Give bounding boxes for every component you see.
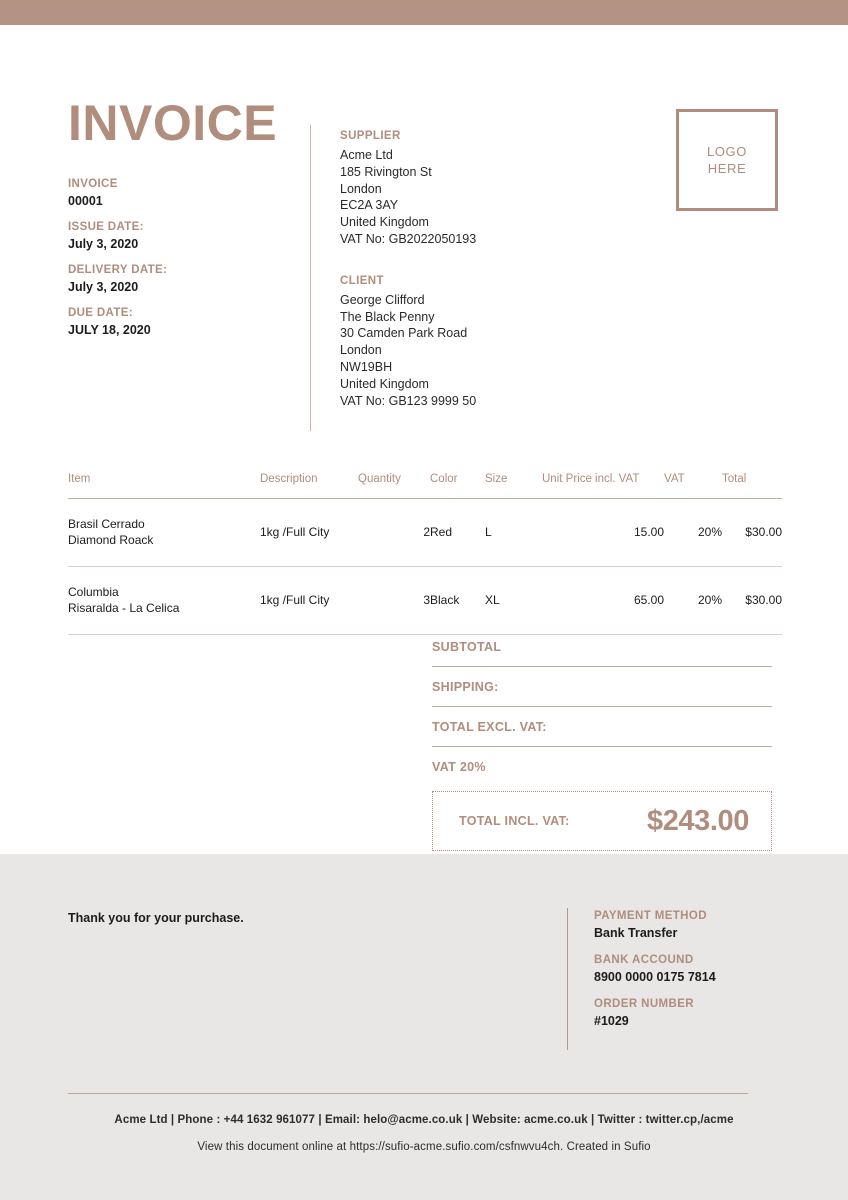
totals-label-shipping: SHIPPING: — [432, 679, 499, 694]
client-line: The Black Penny — [340, 309, 435, 324]
supplier-line: Acme Ltd — [340, 148, 393, 162]
cell-unit-price: 15.00 — [542, 499, 664, 567]
line-items-section — [68, 473, 782, 635]
supplier-line: United Kingdom — [340, 215, 429, 230]
column-header-total: Total — [722, 473, 782, 499]
cell-item — [68, 567, 260, 635]
item-name-line1: Columbia — [68, 585, 119, 599]
item-name-line1: Brasil Cerrado — [68, 517, 145, 531]
meta-value-due-date: JULY 18, 2020 — [68, 323, 151, 337]
order-number-value: #1029 — [594, 1014, 629, 1028]
meta-label-issue-date: ISSUE DATE: — [68, 221, 144, 233]
cell-total: $30.00 — [722, 567, 782, 635]
column-header-item: Item — [68, 473, 260, 499]
bank-account-value: 8900 0000 0175 7814 — [594, 970, 716, 984]
totals-row-total-excl-vat — [432, 707, 772, 747]
column-header-size: Size — [485, 473, 542, 499]
supplier-line: London — [340, 181, 382, 196]
cell-quantity: 2 — [358, 499, 430, 567]
column-header-description: Description — [260, 473, 358, 499]
parties-spacer — [340, 248, 630, 275]
cell-item — [68, 499, 260, 567]
bank-account-label: BANK ACCOUND — [594, 954, 694, 966]
logo-placeholder-line1: LOGO — [707, 144, 747, 159]
client-line: George Clifford — [340, 292, 425, 307]
cell-description: 1kg /Full City — [260, 567, 358, 635]
cell-color: Black — [430, 567, 485, 635]
meta-value-invoice: 00001 — [68, 194, 103, 208]
totals-label-vat: VAT 20% — [432, 760, 486, 774]
totals-section — [432, 627, 772, 851]
meta-label-due-date: DUE DATE: — [68, 307, 133, 319]
cell-vat: 20% — [664, 499, 722, 567]
column-header-unit-price: Unit Price incl. VAT — [542, 473, 664, 499]
payment-details-block — [594, 910, 804, 1028]
table-header-row — [68, 473, 782, 499]
cell-total: $30.00 — [722, 499, 782, 567]
cell-size: L — [485, 499, 542, 567]
item-name-line2: Diamond Roack — [68, 532, 154, 547]
payment-vertical-divider — [567, 908, 568, 1050]
payment-method-value: Bank Transfer — [594, 926, 678, 940]
meta-value-issue-date: July 3, 2020 — [68, 237, 139, 251]
cell-size: XL — [485, 567, 542, 635]
table-row — [68, 567, 782, 635]
totals-row-subtotal — [432, 627, 772, 667]
table-row — [68, 499, 782, 567]
column-header-quantity: Quantity — [358, 473, 430, 499]
invoice-meta-block — [68, 178, 283, 337]
supplier-vat-line: VAT No: GB2022050193 — [340, 231, 477, 246]
grand-total-box — [432, 791, 772, 851]
column-header-color: Color — [430, 473, 485, 499]
meta-value-delivery-date: July 3, 2020 — [68, 280, 139, 294]
cell-vat: 20% — [664, 567, 722, 635]
line-items-table — [68, 473, 782, 635]
invoice-page — [0, 25, 848, 854]
cell-color: Red — [430, 499, 485, 567]
client-line: London — [340, 343, 382, 358]
logo-placeholder-line2: HERE — [707, 161, 747, 176]
supplier-line: EC2A 3AY — [340, 198, 399, 213]
top-accent-bar — [0, 0, 848, 25]
totals-row-shipping — [432, 667, 772, 707]
client-line: NW19BH — [340, 359, 393, 374]
client-line: United Kingdom — [340, 376, 429, 391]
order-number-label: ORDER NUMBER — [594, 998, 694, 1010]
client-vat-line: VAT No: GB123 9999 50 — [340, 393, 477, 408]
meta-label-delivery-date: DELIVERY DATE: — [68, 264, 168, 276]
header-vertical-divider — [310, 125, 311, 431]
client-line: 30 Camden Park Road — [340, 326, 468, 341]
cell-quantity: 3 — [358, 567, 430, 635]
parties-block — [340, 130, 630, 409]
logo-placeholder-box — [676, 109, 778, 211]
footer-online-link-line: View this document online at https://sufio-acme.sufio.com/csfnwvu4ch. Created in Sufio — [197, 1141, 651, 1153]
item-name-line2: Risaralda - La Celica — [68, 600, 180, 615]
totals-label-subtotal: SUBTOTAL — [432, 639, 502, 654]
totals-row-vat — [432, 747, 772, 787]
page-title: INVOICE — [68, 95, 278, 151]
supplier-line: 185 Rivington St — [340, 164, 432, 179]
grand-total-value: $243.00 — [646, 804, 749, 837]
totals-label-total-excl-vat: TOTAL EXCL. VAT: — [432, 719, 547, 734]
client-label: CLIENT — [340, 274, 384, 287]
cell-unit-price: 65.00 — [542, 567, 664, 635]
footer-divider-rule — [68, 1093, 748, 1094]
footer-contact-line: Acme Ltd | Phone : +44 1632 961077 | Email: helo@acme.co.uk | Website: acme.co.uk | Twitter : twitter.cp,/acme — [114, 1114, 734, 1126]
payment-method-label: PAYMENT METHOD — [594, 910, 707, 922]
cell-description: 1kg /Full City — [260, 499, 358, 567]
column-header-vat: VAT — [664, 473, 722, 499]
meta-label-invoice: INVOICE — [68, 178, 118, 190]
supplier-label: SUPPLIER — [340, 130, 401, 142]
thank-you-message: Thank you for your purchase. — [68, 911, 244, 925]
grand-total-label: TOTAL INCL. VAT: — [459, 814, 570, 828]
